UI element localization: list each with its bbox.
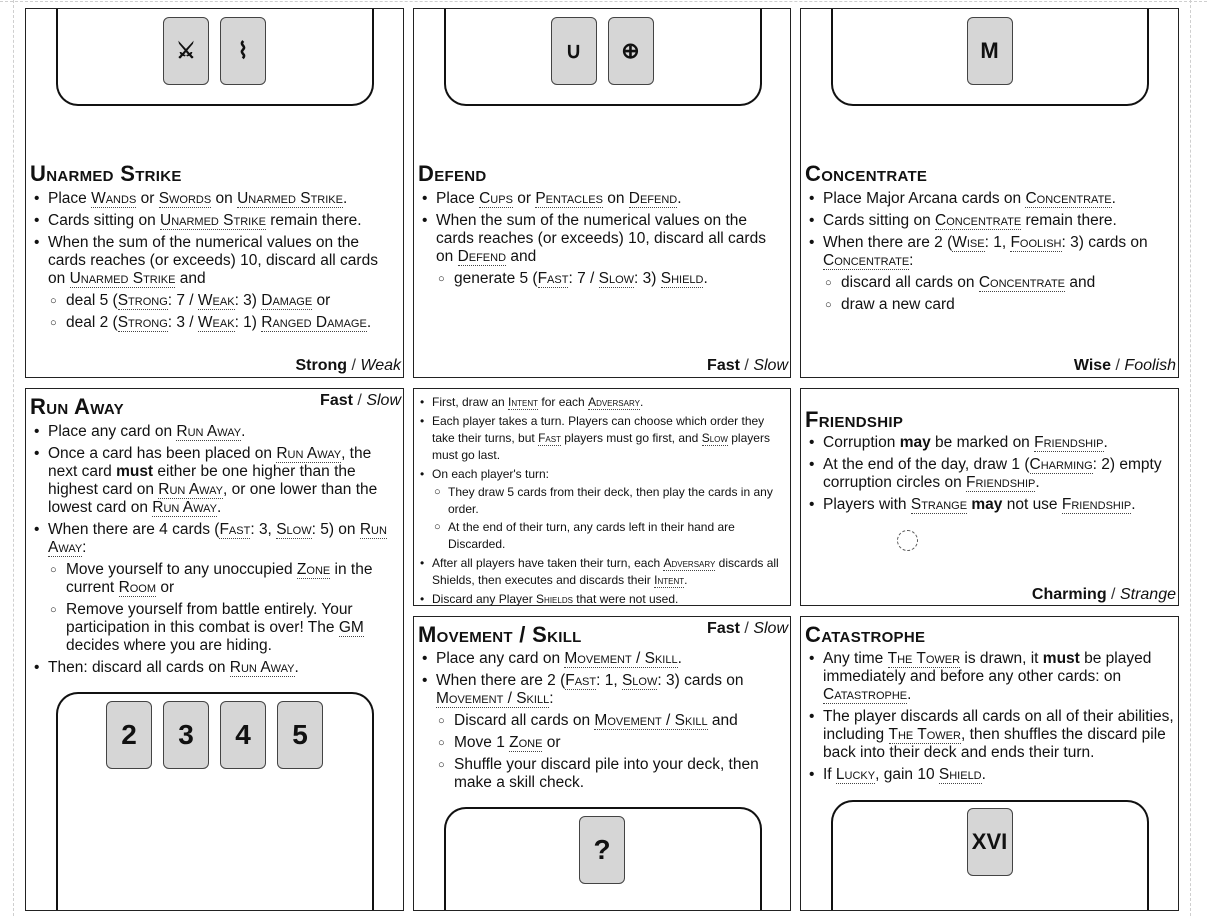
card-run-away bbox=[25, 388, 404, 911]
sub-rules bbox=[436, 270, 786, 288]
rule-item: • Then: discard all cards on Run Away. bbox=[30, 659, 399, 677]
card-title: Run Away bbox=[30, 394, 124, 419]
card-title: Movement / Skill bbox=[418, 622, 582, 647]
rule-item: • Place Wands or Swords on Unarmed Strike. bbox=[30, 190, 399, 208]
sub-rule-item: ○ They draw 5 cards from their deck, then play the cards in any order. bbox=[432, 484, 786, 518]
card-slots bbox=[414, 17, 790, 85]
card-unarmed-strike bbox=[25, 8, 404, 378]
rule-item: • Cards sitting on Concentrate remain there. bbox=[805, 212, 1174, 230]
sub-rule-item: ○ deal 2 (Strong: 3 / Weak: 1) Ranged Damage. bbox=[48, 314, 399, 332]
sub-rule-item: ○ deal 5 (Strong: 7 / Weak: 3) Damage or bbox=[48, 292, 399, 310]
rule-item: • When the sum of the numerical values on the cards reaches (or exceeds) 10, discard all cards on Unarmed Strike and ○ deal 5 (Strong: 7 / Weak: 3) Damage or ○ deal 2 (Strong: 3 / Weak: 1) Ranged Damage. bbox=[30, 234, 399, 332]
number-slot-4: 4 bbox=[220, 701, 266, 769]
rules-list bbox=[805, 434, 1174, 518]
rule-item: • Place any card on Movement / Skill. bbox=[418, 650, 786, 668]
page-guide-top bbox=[0, 1, 1207, 2]
rule-item: • First, draw an Intent for each Adversary. bbox=[418, 394, 786, 411]
attribute-label: Fast / Slow bbox=[320, 392, 401, 409]
sub-rule-item: ○ Remove yourself from battle entirely. Your participation in this combat is over! The GM decides where you are hiding. bbox=[48, 601, 399, 655]
card-slots bbox=[26, 17, 403, 85]
wands-symbol-slot: ⌇ bbox=[220, 17, 266, 85]
rule-item: • After all players have taken their turn, each Adversary discards all Shields, then executes and discards their Intent. bbox=[418, 555, 786, 589]
rule-item: • When the sum of the numerical values on the cards reaches (or exceeds) 10, discard all cards on Defend and ○ generate 5 (Fast: 7 / Slow: 3) Shield. bbox=[418, 212, 786, 288]
rule-item: • Discard any Player Shields that were not used. bbox=[418, 591, 786, 606]
any-card-slot: ? bbox=[579, 816, 625, 884]
rule-item: • Corruption may be marked on Friendship. bbox=[805, 434, 1174, 452]
rule-item: • Any time The Tower is drawn, it must be played immediately and before any other cards: on Catastrophe. bbox=[805, 650, 1174, 704]
card-slots bbox=[26, 701, 403, 769]
rule-item: • At the end of the day, draw 1 (Charming: 2) empty corruption circles on Friendship. bbox=[805, 456, 1174, 492]
card-defend bbox=[413, 8, 791, 378]
rule-item: • On each player's turn: ○ They draw 5 cards from their deck, then play the cards in any order. ○ At the end of their turn, any cards left in their hand are Discarded. bbox=[418, 466, 786, 553]
the-tower-slot: XVI bbox=[967, 808, 1013, 876]
sub-rule-item: ○ Move yourself to any unoccupied Zone in the current Room or bbox=[48, 561, 399, 597]
number-slot-3: 3 bbox=[163, 701, 209, 769]
sub-rule-item: ○ Move 1 Zone or bbox=[436, 734, 786, 752]
card-title: Concentrate bbox=[805, 161, 928, 186]
rules-list bbox=[418, 190, 786, 292]
page-guide-left bbox=[13, 0, 14, 916]
rule-item: • If Lucky, gain 10 Shield. bbox=[805, 766, 1174, 784]
attribute-label: Strong / Weak bbox=[295, 357, 401, 374]
rule-item: • When there are 2 (Wise: 1, Foolish: 3) cards on Concentrate: ○ discard all cards on Concentrate and ○ draw a new card bbox=[805, 234, 1174, 314]
card-title: Catastrophe bbox=[805, 622, 926, 647]
pentacles-symbol-slot: ⊕ bbox=[608, 17, 654, 85]
attribute-label: Fast / Slow bbox=[707, 357, 788, 374]
sub-rules bbox=[432, 484, 786, 553]
sub-rule-item: ○ Shuffle your discard pile into your deck, then make a skill check. bbox=[436, 756, 786, 792]
card-concentrate bbox=[800, 8, 1179, 378]
number-slot-5: 5 bbox=[277, 701, 323, 769]
rule-item: • Each player takes a turn. Players can choose which order they take their turns, but Fast players must go first, and Slow players must go last. bbox=[418, 413, 786, 464]
card-turn-rules bbox=[413, 388, 791, 606]
card-title: Unarmed Strike bbox=[30, 161, 182, 186]
attribute-label: Charming / Strange bbox=[1031, 586, 1176, 603]
card-movement-skill bbox=[413, 616, 791, 911]
swords-symbol-slot: ⚔ bbox=[163, 17, 209, 85]
sub-rules bbox=[823, 274, 1174, 314]
card-catastrophe bbox=[800, 616, 1179, 911]
rules-list bbox=[30, 423, 399, 681]
corruption-circle[interactable] bbox=[897, 530, 918, 551]
sub-rule-item: ○ At the end of their turn, any cards left in their hand are Discarded. bbox=[432, 519, 786, 553]
sub-rules bbox=[436, 712, 786, 792]
rule-item: • Place Cups or Pentacles on Defend. bbox=[418, 190, 786, 208]
rule-item: • Cards sitting on Unarmed Strike remain there. bbox=[30, 212, 399, 230]
card-slots bbox=[414, 816, 790, 884]
number-slot-2: 2 bbox=[106, 701, 152, 769]
rule-item: • Players with Strange may not use Friendship. bbox=[805, 496, 1174, 514]
rule-item: • When there are 4 cards (Fast: 3, Slow: 5) on Run Away: ○ Move yourself to any unoccupied Zone in the current Room or ○ Remove yourself from battle entirely. Your participation in this combat is over! The GM decides where you are hiding. bbox=[30, 521, 399, 655]
rules-list bbox=[418, 650, 786, 796]
card-title: Defend bbox=[418, 161, 487, 186]
rules-list bbox=[418, 394, 786, 606]
rule-item: • Place Major Arcana cards on Concentrate. bbox=[805, 190, 1174, 208]
rules-list bbox=[805, 650, 1174, 788]
card-slots bbox=[801, 808, 1178, 876]
major-arcana-slot: M bbox=[967, 17, 1013, 85]
rule-item: • The player discards all cards on all of their abilities, including The Tower, then shuffles the discard pile back into their deck and ends their turn. bbox=[805, 708, 1174, 762]
attribute-label: Fast / Slow bbox=[707, 620, 788, 637]
card-friendship bbox=[800, 388, 1179, 606]
rule-item: • Once a card has been placed on Run Away, the next card must either be one higher than the highest card on Run Away, or one lower than the lowest card on Run Away. bbox=[30, 445, 399, 517]
attribute-label: Wise / Foolish bbox=[1073, 357, 1176, 374]
card-slots bbox=[801, 17, 1178, 85]
card-title: Friendship bbox=[805, 407, 904, 432]
rules-list bbox=[30, 190, 399, 336]
page-guide-right bbox=[1190, 0, 1191, 916]
sub-rule-item: ○ Discard all cards on Movement / Skill and bbox=[436, 712, 786, 730]
rule-item: • Place any card on Run Away. bbox=[30, 423, 399, 441]
rules-list bbox=[805, 190, 1174, 318]
sub-rule-item: ○ draw a new card bbox=[823, 296, 1174, 314]
cups-symbol-slot: ∪ bbox=[551, 17, 597, 85]
sub-rule-item: ○ discard all cards on Concentrate and bbox=[823, 274, 1174, 292]
rule-item: • When there are 2 (Fast: 1, Slow: 3) cards on Movement / Skill: ○ Discard all cards on Movement / Skill and ○ Move 1 Zone or ○ Shuffle your discard pile into your deck, then make a skill check. bbox=[418, 672, 786, 792]
sub-rules bbox=[48, 292, 399, 332]
sub-rule-item: ○ generate 5 (Fast: 7 / Slow: 3) Shield. bbox=[436, 270, 786, 288]
sub-rules bbox=[48, 561, 399, 655]
